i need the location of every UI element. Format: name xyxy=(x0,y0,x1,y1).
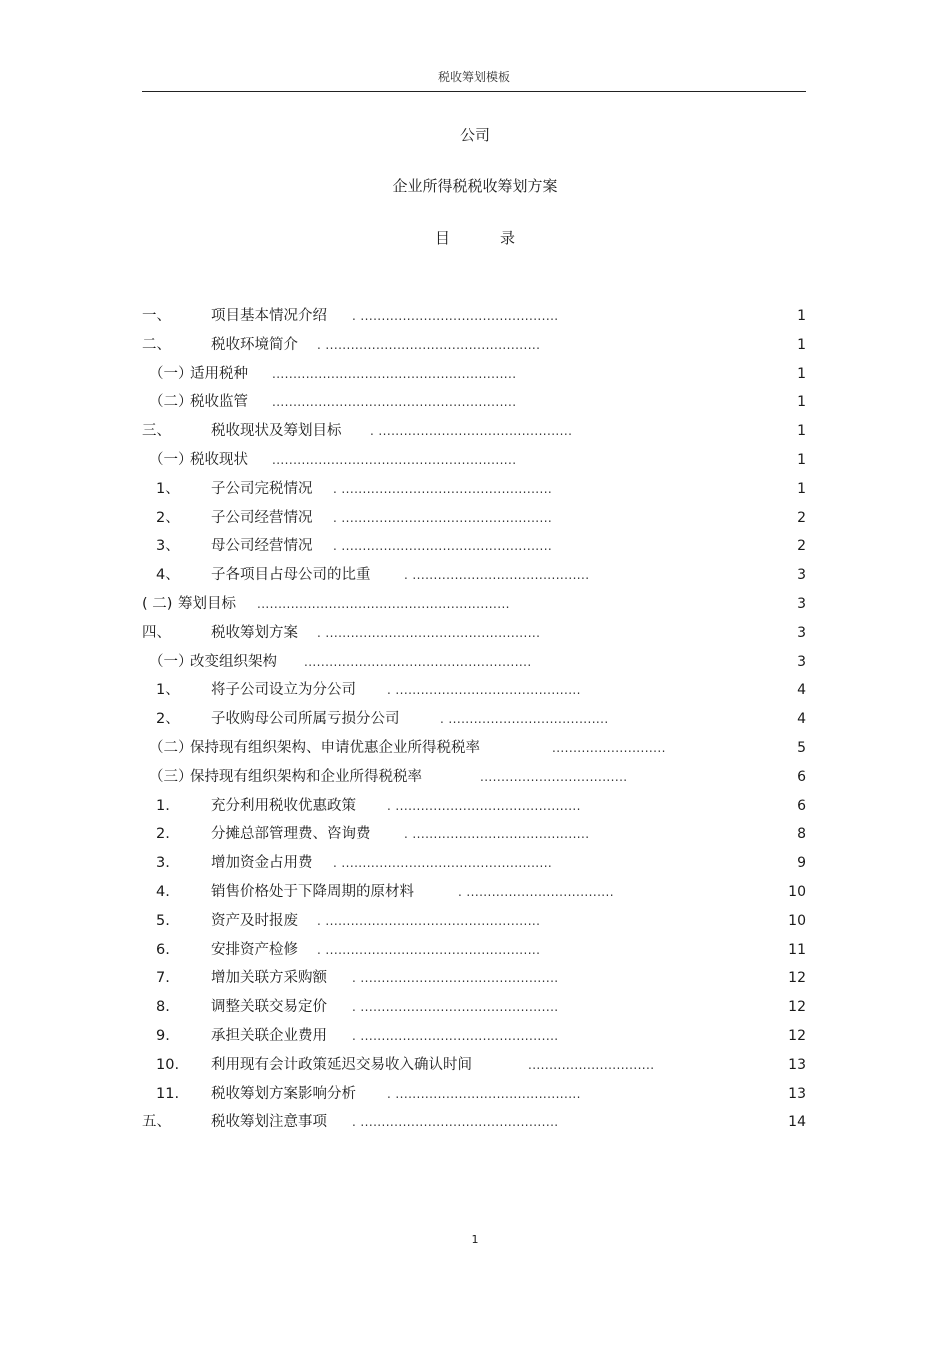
toc-entry-number: （二） xyxy=(149,394,193,411)
toc-entry-page-number: 4 xyxy=(797,682,806,699)
toc-entry-title: 母公司经营情况 xyxy=(211,538,313,555)
toc-leader-dots: . .................................................. xyxy=(333,856,553,871)
toc-leader-dots: . ............................................... xyxy=(352,309,559,323)
toc-leader-dots: . ............................................... xyxy=(352,1115,559,1130)
toc-entry-number: 7. xyxy=(156,970,170,987)
toc-entry-title: 分摊总部管理费、咨询费 xyxy=(211,826,371,843)
toc-entry-title: 项目基本情况介绍 xyxy=(211,308,327,324)
toc-entry[interactable] xyxy=(142,332,806,361)
toc-entry-title: 调整关联交易定价 xyxy=(211,999,327,1016)
toc-leader-dots: . ................................................... xyxy=(317,337,541,352)
toc-entry-title: 子收购母公司所属亏损分公司 xyxy=(211,711,400,728)
toc-entry-title: 税收监管 xyxy=(190,394,248,411)
toc-entry-page-number: 2 xyxy=(797,509,806,526)
toc-entry-number: 一、 xyxy=(142,308,171,324)
toc-entry-title: 子各项目占母公司的比重 xyxy=(211,567,371,584)
toc-entry[interactable] xyxy=(142,879,806,908)
toc-entry-number: 3、 xyxy=(156,538,180,555)
toc-entry-page-number: 2 xyxy=(797,538,806,555)
toc-leader-dots: . .................................................. xyxy=(333,481,553,496)
toc-leader-dots: . ............................................ xyxy=(387,798,581,813)
document-title: 企业所得税税收筹划方案 xyxy=(392,177,558,195)
toc-leader-dots: . ................................................... xyxy=(317,942,541,957)
toc-entry[interactable] xyxy=(142,591,806,620)
toc-entry-title: 子公司经营情况 xyxy=(211,509,313,526)
toc-entry[interactable] xyxy=(142,965,806,994)
toc-entry-number: 1、 xyxy=(156,682,180,699)
toc-entry[interactable] xyxy=(142,533,806,562)
toc-entry[interactable] xyxy=(142,620,806,649)
toc-leader-dots: . .......................................... xyxy=(404,568,590,583)
toc-entry-page-number: 3 xyxy=(797,595,806,612)
toc-heading-char: 目 xyxy=(435,229,451,247)
toc-entry[interactable] xyxy=(142,1052,806,1081)
toc-entry[interactable] xyxy=(142,1109,806,1138)
toc-entry-number: （一） xyxy=(149,653,193,670)
toc-leader-dots: ............................................................ xyxy=(257,596,510,611)
table-of-contents xyxy=(142,303,806,1138)
toc-entry-title: 增加资金占用费 xyxy=(211,855,313,872)
toc-entry-number: （三） xyxy=(149,768,193,785)
toc-leader-dots: ................................... xyxy=(480,769,628,784)
toc-entry[interactable] xyxy=(142,677,806,706)
toc-entry-page-number: 1 xyxy=(797,480,806,497)
toc-leader-dots: .......................................................... xyxy=(272,366,517,381)
toc-entry-page-number: 3 xyxy=(797,567,806,584)
toc-entry[interactable] xyxy=(142,1081,806,1110)
toc-leader-dots: . .............................................. xyxy=(370,424,573,439)
toc-entry[interactable] xyxy=(142,994,806,1023)
toc-leader-dots: . ............................................... xyxy=(352,1028,559,1043)
toc-leader-dots: . .................................................. xyxy=(333,510,553,525)
toc-entry-page-number: 13 xyxy=(788,1056,806,1073)
toc-leader-dots: . ................................... xyxy=(458,884,614,899)
toc-entry-number: （二） xyxy=(149,739,193,756)
toc-leader-dots: . .................................................. xyxy=(333,539,553,554)
toc-entry-title: 改变组织架构 xyxy=(190,653,277,670)
toc-entry-page-number: 1 xyxy=(797,308,806,324)
toc-entry-page-number: 1 xyxy=(797,451,806,468)
toc-entry-page-number: 6 xyxy=(797,768,806,785)
toc-entry-title: 安排资产检修 xyxy=(211,941,298,958)
toc-entry-number: （一） xyxy=(149,451,193,468)
toc-entry-number: 3. xyxy=(156,855,170,872)
toc-entry-number: 11. xyxy=(156,1085,180,1102)
toc-entry-title: 利用现有会计政策延迟交易收入确认时间 xyxy=(211,1056,472,1073)
toc-entry-number: 1、 xyxy=(156,480,180,497)
toc-entry-number: （一） xyxy=(149,365,193,382)
company-name: 公司 xyxy=(459,126,490,144)
toc-entry-number: 三、 xyxy=(142,423,171,440)
toc-entry-page-number: 12 xyxy=(788,970,806,987)
toc-leader-dots: .............................. xyxy=(528,1057,655,1072)
toc-entry[interactable] xyxy=(142,418,806,447)
toc-entry-number: 5. xyxy=(156,912,170,929)
toc-entry[interactable] xyxy=(142,908,806,937)
toc-entry-title: 保持现有组织架构、申请优惠企业所得税税率 xyxy=(190,739,480,756)
toc-leader-dots: . ............................................... xyxy=(352,971,559,986)
toc-leader-dots: ........................... xyxy=(552,740,666,755)
toc-entry-number: 4. xyxy=(156,883,170,900)
toc-entry-title: 将子公司设立为分公司 xyxy=(211,682,356,699)
toc-entry-page-number: 10 xyxy=(788,883,806,900)
toc-leader-dots: . ............................................... xyxy=(352,1000,559,1015)
toc-entry[interactable] xyxy=(142,850,806,879)
toc-entry[interactable] xyxy=(142,706,806,735)
toc-leader-dots: . ................................................... xyxy=(317,625,541,640)
toc-entry-number: 四、 xyxy=(142,624,171,641)
toc-entry[interactable] xyxy=(142,793,806,822)
toc-entry[interactable] xyxy=(142,937,806,966)
toc-entry[interactable] xyxy=(142,389,806,418)
toc-entry-page-number: 6 xyxy=(797,797,806,814)
header-rule xyxy=(142,91,806,92)
toc-entry-number: 2、 xyxy=(156,509,180,526)
toc-leader-dots: . .......................................... xyxy=(404,827,590,842)
toc-entry-title: 税收现状及筹划目标 xyxy=(211,423,342,440)
toc-entry-number: 6. xyxy=(156,941,170,958)
toc-leader-dots: . ............................................ xyxy=(387,683,581,698)
toc-entry[interactable] xyxy=(142,361,806,390)
toc-entry-title: 税收筹划方案影响分析 xyxy=(211,1085,356,1102)
toc-entry[interactable] xyxy=(142,303,806,332)
toc-entry-number: 9. xyxy=(156,1027,170,1044)
toc-entry-title: 适用税种 xyxy=(190,365,248,382)
toc-entry-title: 增加关联方采购额 xyxy=(211,970,327,987)
toc-entry-number: 4、 xyxy=(156,567,180,584)
toc-entry-title: 筹划目标 xyxy=(178,595,236,612)
toc-entry[interactable] xyxy=(142,764,806,793)
toc-entry-title: 税收环境简介 xyxy=(211,336,298,353)
toc-leader-dots: .......................................................... xyxy=(272,395,517,410)
toc-entry-title: 税收筹划方案 xyxy=(211,624,298,641)
toc-leader-dots: .......................................................... xyxy=(272,452,517,467)
toc-entry-page-number: 9 xyxy=(797,855,806,872)
toc-leader-dots: . ...................................... xyxy=(440,712,609,727)
toc-entry-page-number: 5 xyxy=(797,739,806,756)
toc-entry-page-number: 1 xyxy=(797,336,806,353)
toc-entry-page-number: 14 xyxy=(788,1114,806,1131)
toc-entry-number: 二、 xyxy=(142,336,171,353)
toc-entry[interactable] xyxy=(142,1023,806,1052)
toc-entry[interactable] xyxy=(142,476,806,505)
toc-entry-title: 税收现状 xyxy=(190,451,248,468)
toc-entry-title: 销售价格处于下降周期的原材料 xyxy=(211,883,414,900)
toc-entry-page-number: 3 xyxy=(797,653,806,670)
toc-entry-page-number: 4 xyxy=(797,711,806,728)
toc-entry-page-number: 3 xyxy=(797,624,806,641)
toc-entry-page-number: 1 xyxy=(797,423,806,440)
toc-heading xyxy=(435,227,515,248)
toc-entry[interactable] xyxy=(142,447,806,476)
toc-entry-number: 1. xyxy=(156,797,170,814)
toc-entry-title: 子公司完税情况 xyxy=(211,480,313,497)
toc-entry[interactable] xyxy=(142,649,806,678)
toc-entry-page-number: 1 xyxy=(797,365,806,382)
toc-entry-title: 税收筹划注意事项 xyxy=(211,1114,327,1131)
toc-entry[interactable] xyxy=(142,562,806,591)
toc-entry-number: 10. xyxy=(156,1056,180,1073)
toc-heading-char: 录 xyxy=(499,229,515,247)
toc-entry-number: 8. xyxy=(156,999,170,1016)
toc-entry-number: 五、 xyxy=(142,1114,171,1131)
toc-entry-page-number: 13 xyxy=(788,1085,806,1102)
toc-entry[interactable] xyxy=(142,821,806,850)
toc-entry[interactable] xyxy=(142,505,806,534)
toc-entry-title: 充分利用税收优惠政策 xyxy=(211,797,356,814)
toc-entry-number: 2、 xyxy=(156,711,180,728)
toc-entry-page-number: 8 xyxy=(797,826,806,843)
toc-entry-title: 承担关联企业费用 xyxy=(211,1027,327,1044)
running-header: 税收筹划模板 xyxy=(437,70,510,84)
toc-leader-dots: . ................................................... xyxy=(317,913,541,928)
page-number: 1 xyxy=(471,1233,479,1246)
toc-entry-title: 保持现有组织架构和企业所得税税率 xyxy=(190,768,422,785)
toc-entry-page-number: 12 xyxy=(788,999,806,1016)
toc-entry[interactable] xyxy=(142,735,806,764)
toc-entry-number: ( 二) xyxy=(142,595,173,612)
toc-leader-dots: . ............................................ xyxy=(387,1086,581,1101)
toc-entry-page-number: 12 xyxy=(788,1027,806,1044)
toc-entry-number: 2. xyxy=(156,826,170,843)
toc-entry-page-number: 1 xyxy=(797,394,806,411)
toc-entry-page-number: 10 xyxy=(788,912,806,929)
toc-leader-dots: ...................................................... xyxy=(304,654,532,669)
toc-entry-page-number: 11 xyxy=(788,941,806,958)
toc-entry-title: 资产及时报废 xyxy=(211,912,298,929)
